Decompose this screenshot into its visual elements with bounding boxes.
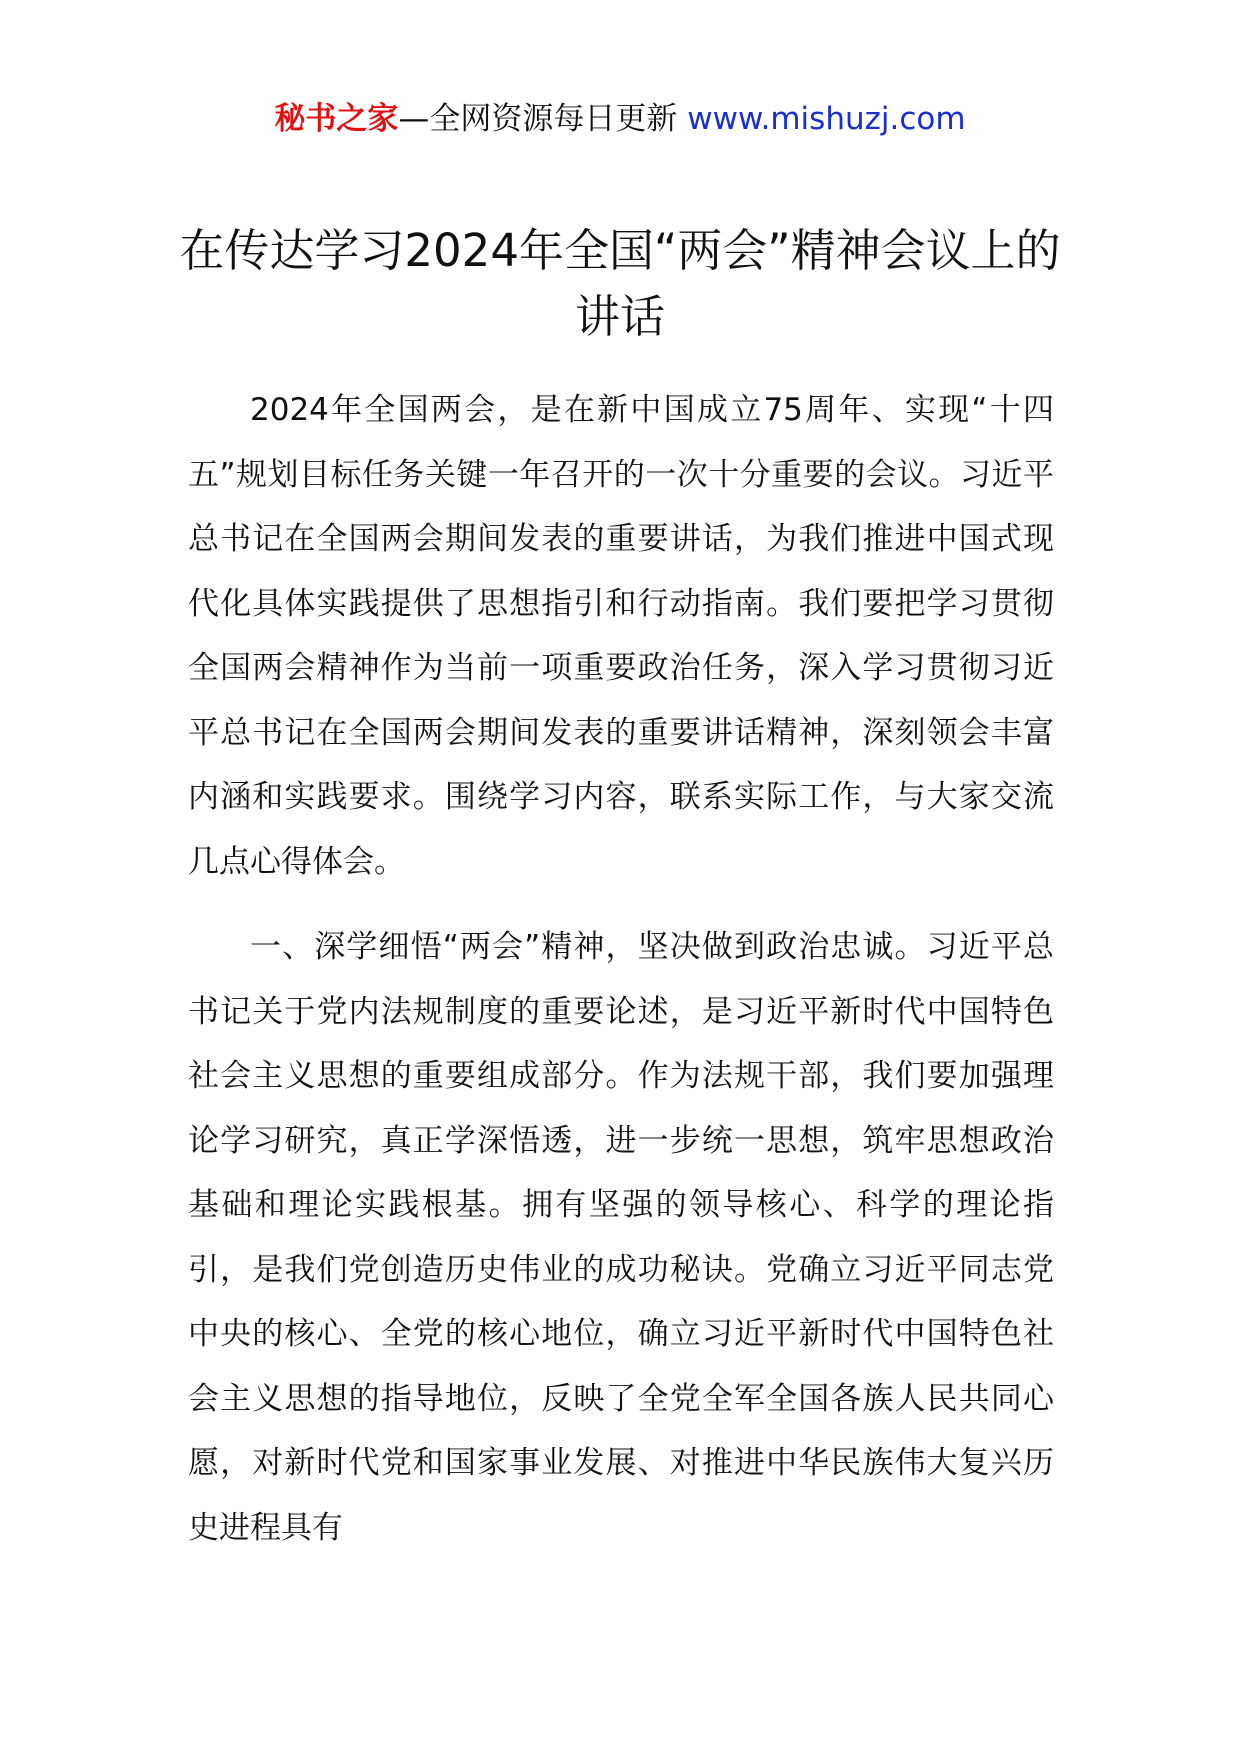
paragraph-text: 2024年全国两会，是在新中国成立75周年、实现“十四五”规划目标任务关键一年召开的一次十分重要的会议。习近平总书记在全国两会期间发表的重要讲话，为我们推进中国式现代化具体实践提供了思想指引和行动指南。我们要把学习贯彻全国两会精神作为当前一项重要政治任务，深入学习贯彻习近平总书记在全国两会期间发表的重要讲话精神，深刻领会丰富内涵和实践要求。围绕学习内容，联系实际工作，与大家交流几点心得体会。 bbox=[188, 392, 1054, 880]
brand-name: 秘书之家 bbox=[274, 101, 399, 137]
site-header bbox=[0, 98, 1240, 140]
paragraph-section-1 bbox=[188, 915, 1054, 1560]
paragraph-text: 习近平总书记关于党内法规制度的重要论述，是习近平新时代中国特色社会主义思想的重要组成部分。作为法规干部，我们要加强理论学习研究，真正学深悟透，进一步统一思想，筑牢思想政治基础和理论实践根基。拥有坚强的领导核心、科学的理论指引，是我们党创造历史伟业的成功秘诀。党确立习近平同志党中央的核心、全党的核心地位，确立习近平新时代中国特色社会主义思想的指导地位，反映了全党全军全国各族人民共同心愿，对新时代党和国家事业发展、对推进中华民族伟大复兴历史进程具有 bbox=[188, 929, 1055, 1546]
site-url-link[interactable]: www.mishuzj.com bbox=[687, 101, 966, 137]
paragraph-intro bbox=[188, 378, 1054, 894]
section-heading: 一、深学细悟“两会”精神，坚决做到政治忠诚。 bbox=[250, 929, 927, 965]
header-tagline: —全网资源每日更新 bbox=[398, 101, 678, 137]
document-title: 在传达学习2024年全国“两会”精神会议上的讲话 bbox=[179, 224, 1061, 343]
document-body bbox=[188, 378, 1054, 1560]
